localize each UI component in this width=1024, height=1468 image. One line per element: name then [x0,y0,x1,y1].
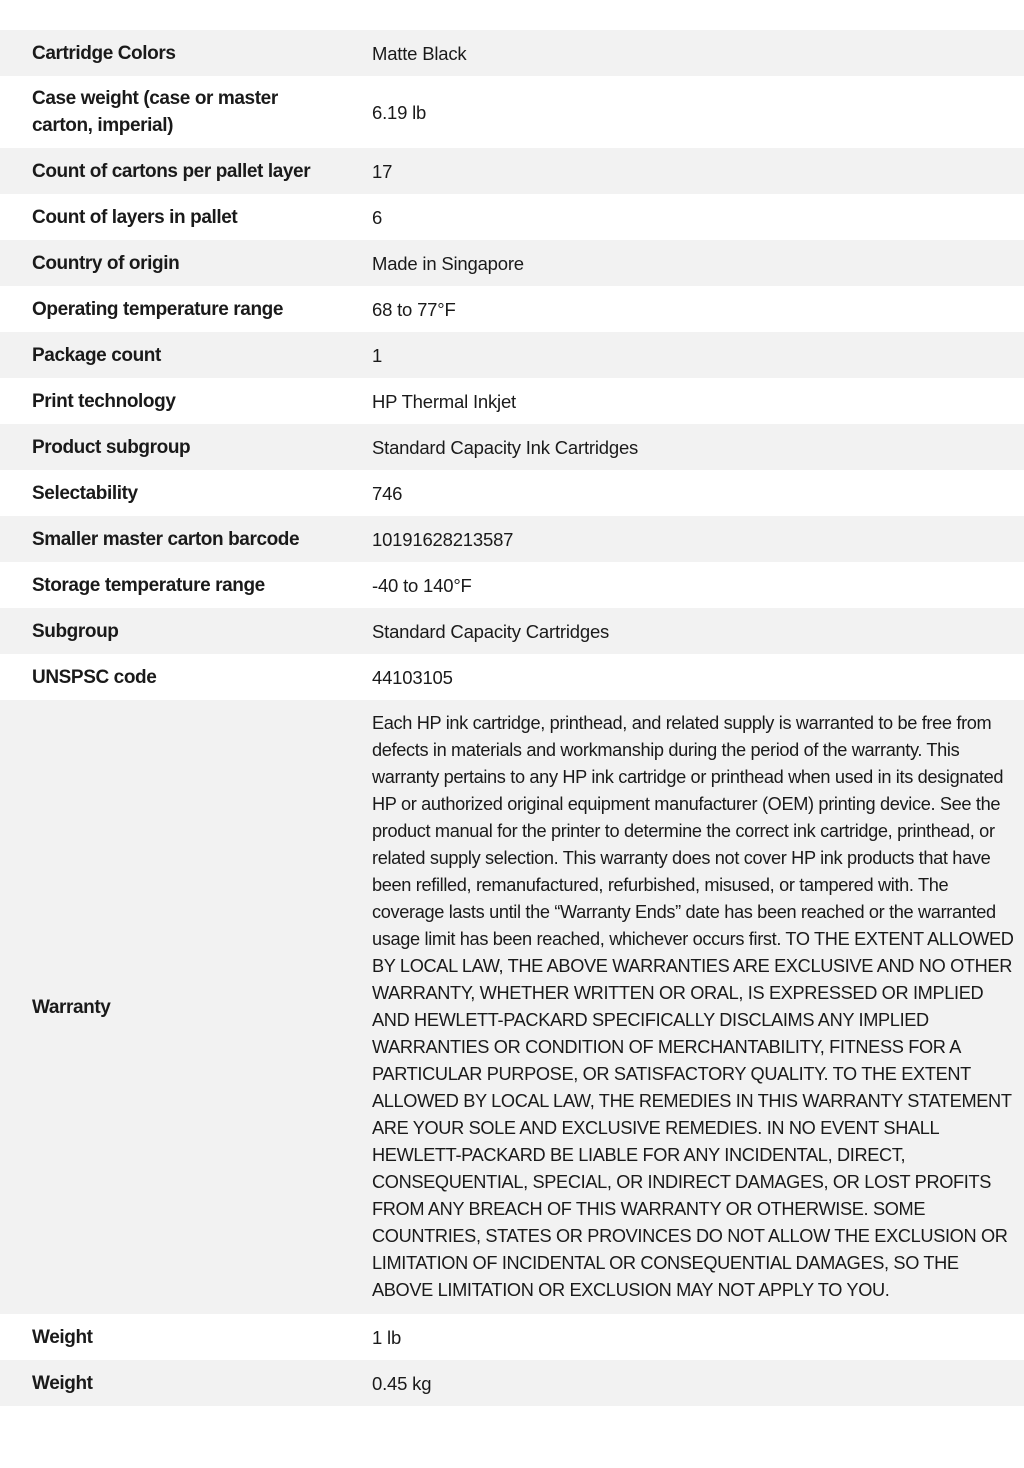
spec-row-case-weight [0,76,1024,148]
spec-row-product-subgroup [0,424,1024,470]
spec-label: Country of origin [32,252,180,274]
spec-value: 10191628213587 [372,528,514,550]
spec-label: Storage temperature range [32,574,265,596]
spec-value: 746 [372,482,403,504]
spec-row-weight-lb [0,1314,1024,1360]
spec-row-package-count [0,332,1024,378]
spec-row-selectability [0,470,1024,516]
spec-label: Count of layers in pallet [32,206,238,228]
spec-row-weight-kg [0,1360,1024,1406]
spec-row-subgroup [0,608,1024,654]
spec-row-operating-temperature [0,286,1024,332]
spec-value: Matte Black [372,42,467,64]
spec-value: 1 lb [372,1326,402,1348]
spec-label: Smaller master carton barcode [32,528,300,550]
spec-value: Made in Singapore [372,252,524,274]
spec-value: Standard Capacity Cartridges [372,620,610,642]
spec-value: HP Thermal Inkjet [372,390,516,412]
spec-value: 44103105 [372,666,453,688]
spec-label: Operating temperature range [32,298,284,320]
spec-row-cartridge-colors [0,30,1024,76]
spec-row-layers-in-pallet [0,194,1024,240]
spec-row-country-of-origin [0,240,1024,286]
spec-label: Package count [32,344,161,366]
spec-label: UNSPSC code [32,666,157,688]
spec-label: Subgroup [32,620,119,642]
spec-value: 68 to 77°F [372,298,456,320]
spec-table-body [0,30,1024,1406]
spec-row-print-technology [0,378,1024,424]
spec-label: Case weight (case or master carton, imperial) [32,88,278,136]
warranty-text: Each HP ink cartridge, printhead, and related supply is warranted to be free from defects in materials and workmanship during the period of the warranty. This warranty pertains to any HP ink cartridge or printhead when used in its designated HP or authorized original equipment manufacturer (OEM) printing device. See the product manual for the printer to determine the correct ink cartridge, printhead, or related supply selection. This warranty does not cover HP ink products that have been refilled, remanufactured, refurbished, misused, or tampered with. The coverage lasts until the “Warranty Ends” date has been reached or the warranted usage limit has been reached, whichever occurs first. TO THE EXTENT ALLOWED BY LOCAL LAW, THE ABOVE WARRANTIES ARE EXCLUSIVE AND NO OTHER WARRANTY, WHETHER WRITTEN OR ORAL, IS EXPRESSED OR IMPLIED AND HEWLETT-PACKARD SPECIFICALLY DISCLAIMS ANY IMPLIED WARRANTIES OR CONDITION OF MERCHANTABILITY, FITNESS FOR A PARTICULAR PURPOSE, OR SATISFACTORY QUALITY. TO THE EXTENT ALLOWED BY LOCAL LAW, THE REMEDIES IN THIS WARRANTY STATEMENT ARE YOUR SOLE AND EXCLUSIVE REMEDIES. IN NO EVENT SHALL HEWLETT-PACKARD BE LIABLE FOR ANY INCIDENTAL, DIRECT, CONSEQUENTIAL, SPECIAL, OR INDIRECT DAMAGES, OR LOST PROFITS FROM ANY BREACH OF THIS WARRANTY OR OTHERWISE. SOME COUNTRIES, STATES OR PROVINCES DO NOT ALLOW THE EXCLUSION OR LIMITATION OF INCIDENTAL OR CONSEQUENTIAL DAMAGES, SO THE ABOVE LIMITATION OR EXCLUSION MAY NOT APPLY TO YOU. [372,713,1014,1300]
spec-value: 1 [372,344,383,366]
spec-label: Selectability [32,482,138,504]
spec-value: 6 [372,206,383,228]
spec-row-carton-barcode [0,516,1024,562]
spec-label: Count of cartons per pallet layer [32,160,311,182]
spec-label: Warranty [32,996,111,1018]
spec-value: 6.19 lb [372,101,427,123]
spec-label: Weight [32,1326,93,1348]
spec-label: Print technology [32,390,176,412]
spec-row-warranty [0,700,1024,1314]
spec-value: 0.45 kg [372,1372,432,1394]
spec-row-cartons-per-layer [0,148,1024,194]
spec-value: Standard Capacity Ink Cartridges [372,436,639,458]
spec-value: -40 to 140°F [372,574,472,596]
spec-table [0,30,1024,1406]
spec-row-unspsc-code [0,654,1024,700]
spec-label: Product subgroup [32,436,191,458]
spec-label: Cartridge Colors [32,42,176,64]
spec-row-storage-temperature [0,562,1024,608]
spec-label: Weight [32,1372,93,1394]
spec-value: 17 [372,160,393,182]
